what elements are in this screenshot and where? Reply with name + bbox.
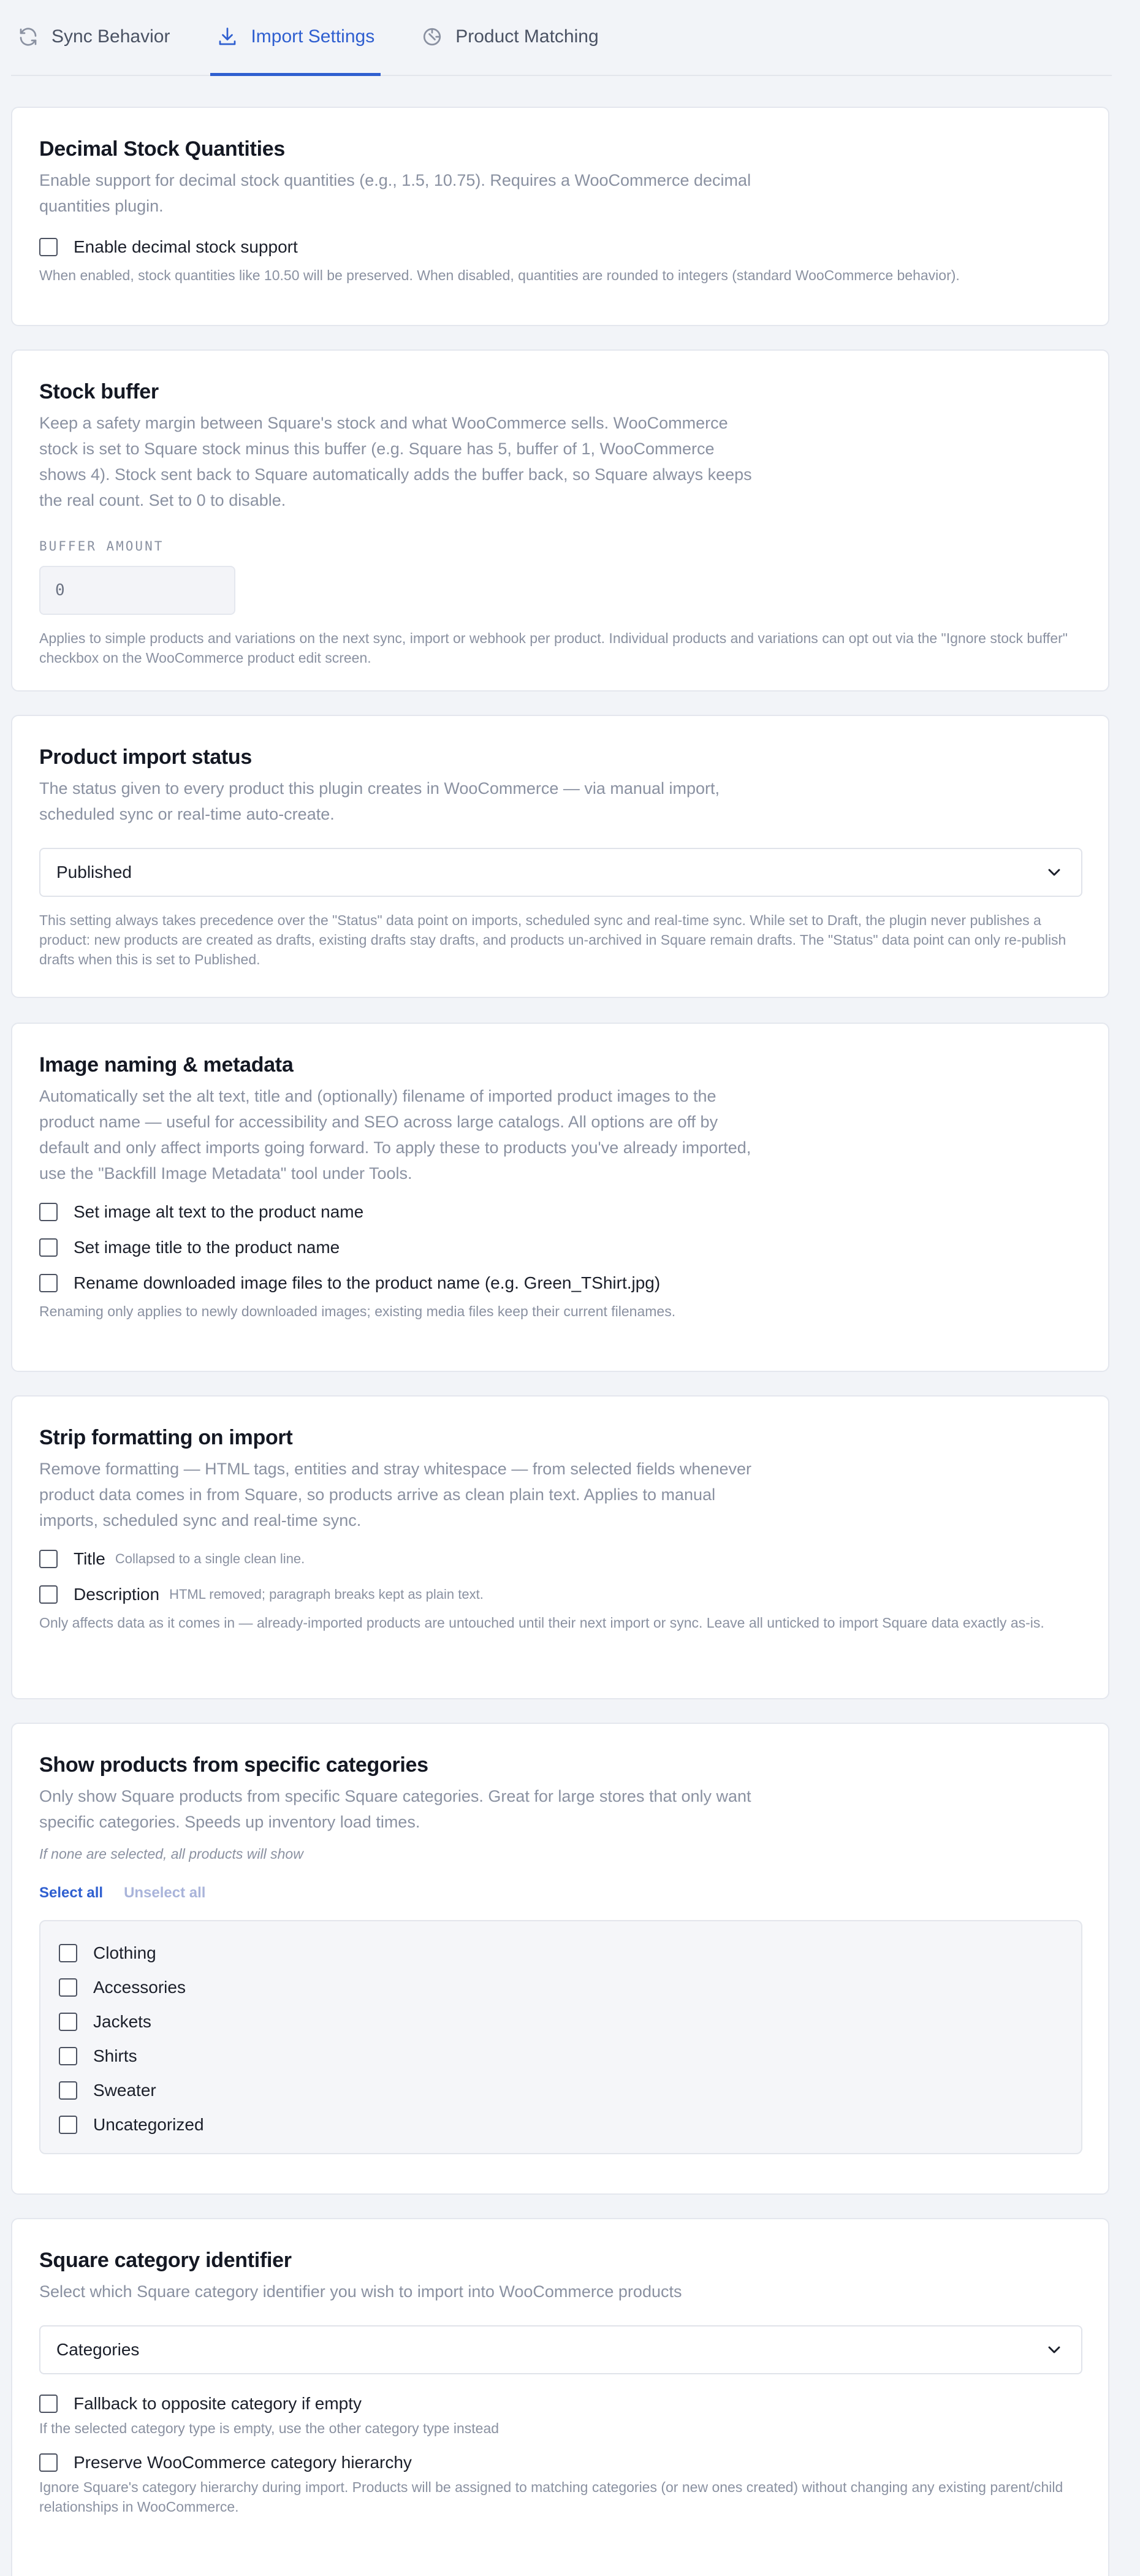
- category-item-clothing[interactable]: [59, 1943, 1063, 1963]
- tab-product-matching[interactable]: [415, 0, 604, 76]
- selection-links: [39, 1884, 1081, 1902]
- fallback-option[interactable]: [39, 2394, 1081, 2414]
- image-title-option[interactable]: [39, 1238, 1081, 1257]
- card-description: Remove formatting — HTML tags, entities and stray whitespace — from selected fields whenever product data comes in from Square, so products arrive as clean plain text. Applies to manual imports, scheduled sync and real-time sync.: [39, 1460, 751, 1530]
- option-note: Collapsed to a single clean line.: [115, 1551, 305, 1566]
- tab-label: Sync Behavior: [51, 26, 170, 47]
- card-title: Decimal Stock Quantities: [39, 137, 285, 161]
- help-text: Renaming only applies to newly downloaded images; existing media files keep their current filenames.: [39, 1303, 676, 1319]
- card-description: Select which Square category identifier you wish to import into WooCommerce products: [39, 2282, 682, 2301]
- category-checkbox[interactable]: [59, 2081, 77, 2100]
- category-item-sweater[interactable]: [59, 2081, 1063, 2100]
- strip-description-checkbox[interactable]: [39, 1585, 58, 1604]
- checkbox-label: Preserve WooCommerce category hierarchy: [74, 2453, 412, 2472]
- checkbox-label: Description: [74, 1585, 160, 1604]
- checkbox-label: Title: [74, 1549, 105, 1568]
- card-title: Strip formatting on import: [39, 1426, 293, 1449]
- category-item-uncategorized[interactable]: [59, 2115, 1063, 2135]
- stock-buffer-card: [11, 349, 1109, 692]
- card-description: Enable support for decimal stock quantities (e.g., 1.5, 10.75). Requires a WooCommerce decimal quantities plugin.: [39, 171, 751, 215]
- settings-tabs: [11, 0, 1112, 76]
- category-checkbox[interactable]: [59, 1944, 77, 1962]
- product-import-status-card: [11, 715, 1109, 998]
- image-metadata-card: [11, 1023, 1109, 1372]
- chevron-down-icon: [1044, 863, 1064, 882]
- help-text: This setting always takes precedence over the "Status" data point on imports, scheduled sync and real-time sync. While set to Draft, the plugin never publishes a product: new products are created as drafts, existing drafts stay drafts, and products un-archived in Square remain drafts. The "Status" data point can only re-publish drafts when this is set to Published.: [39, 912, 1066, 967]
- tab-label: Import Settings: [251, 26, 375, 47]
- category-label: Sweater: [93, 2081, 156, 2100]
- buffer-amount-label: BUFFER AMOUNT: [39, 539, 164, 554]
- image-alt-option[interactable]: [39, 1202, 1081, 1222]
- category-label: Clothing: [93, 1943, 156, 1962]
- chevron-down-icon: [1044, 2340, 1064, 2360]
- category-label: Shirts: [93, 2046, 137, 2065]
- decimal-stock-option[interactable]: [39, 237, 1081, 257]
- strip-title-option[interactable]: [39, 1549, 1081, 1569]
- card-title: Stock buffer: [39, 380, 159, 403]
- select-all-link[interactable]: Select all: [39, 1884, 104, 1901]
- preserve-hierarchy-checkbox[interactable]: [39, 2453, 58, 2472]
- strip-formatting-card: [11, 1395, 1109, 1699]
- tab-sync-behavior[interactable]: [11, 0, 176, 76]
- category-checkbox[interactable]: [59, 2047, 77, 2065]
- option-note: HTML removed; paragraph breaks kept as plain text.: [169, 1587, 484, 1602]
- select-value: Published: [56, 863, 132, 882]
- card-title: Image naming & metadata: [39, 1053, 294, 1077]
- card-description: The status given to every product this plugin creates in WooCommerce — via manual import, scheduled sync or real-time auto-create.: [39, 779, 720, 823]
- category-identifier-card: [11, 2218, 1109, 2576]
- fallback-checkbox[interactable]: [39, 2395, 58, 2413]
- category-item-accessories[interactable]: [59, 1978, 1063, 1997]
- category-identifier-select[interactable]: [39, 2325, 1082, 2374]
- checkbox-label: Set image alt text to the product name: [74, 1202, 364, 1221]
- category-checkbox[interactable]: [59, 1978, 77, 1997]
- image-title-checkbox[interactable]: [39, 1238, 58, 1257]
- help-text: When enabled, stock quantities like 10.50 will be preserved. When disabled, quantities are rounded to integers (standard WooCommerce behavior).: [39, 267, 960, 283]
- category-item-shirts[interactable]: [59, 2046, 1063, 2066]
- decimal-stock-checkbox[interactable]: [39, 238, 58, 256]
- card-title: Product import status: [39, 745, 252, 769]
- image-rename-option[interactable]: [39, 1273, 1081, 1293]
- card-title: Square category identifier: [39, 2249, 292, 2272]
- category-label: Jackets: [93, 2012, 151, 2031]
- download-icon: [216, 26, 238, 48]
- help-text: Ignore Square's category hierarchy during import. Products will be assigned to matching categories (or new ones created) without changing any existing parent/child relationships in WooCommerce.: [39, 2479, 1063, 2515]
- card-description: Automatically set the alt text, title and (optionally) filename of imported product images to the product name — useful for accessibility and SEO across large catalogs. All options are off by default and only affect imports going forward. To apply these to products you've already imported, use the "Backfill Image Metadata" tool under Tools.: [39, 1087, 751, 1183]
- help-text: Only affects data as it comes in — already-imported products are untouched until their next import or sync. Leave all unticked to import Square data exactly as-is.: [39, 1615, 1044, 1631]
- strip-description-option[interactable]: [39, 1585, 1081, 1604]
- import-status-select[interactable]: [39, 848, 1082, 897]
- strip-title-checkbox[interactable]: [39, 1550, 58, 1568]
- category-label: Accessories: [93, 1978, 186, 1997]
- image-alt-checkbox[interactable]: [39, 1203, 58, 1221]
- help-text: If the selected category type is empty, use the other category type instead: [39, 2420, 500, 2436]
- image-rename-checkbox[interactable]: [39, 1274, 58, 1292]
- card-title: Show products from specific categories: [39, 1753, 428, 1777]
- tab-import-settings[interactable]: [210, 0, 381, 76]
- card-description: Only show Square products from specific Square categories. Great for large stores that only want specific categories. Speeds up inventory load times.: [39, 1787, 751, 1831]
- checkbox-label: Fallback to opposite category if empty: [74, 2394, 362, 2413]
- category-list: [39, 1920, 1082, 2154]
- category-note: If none are selected, all products will show: [39, 1846, 303, 1862]
- preserve-hierarchy-option[interactable]: [39, 2453, 1081, 2472]
- card-description: Keep a safety margin between Square's stock and what WooCommerce sells. WooCommerce stock is set to Square stock minus this buffer (e.g. Square has 5, buffer of 1, WooCommerce shows 4). Stock sent back to Square automatically adds the buffer back, so Square always keeps the real count. Set to 0 to disable.: [39, 414, 752, 509]
- help-text: Applies to simple products and variations on the next sync, import or webhook per product. Individual products and variations can opt out via the "Ignore stock buffer" checkbox on the WooCommerce product edit screen.: [39, 630, 1068, 666]
- checkbox-label: Enable decimal stock support: [74, 237, 298, 256]
- checkbox-label: Rename downloaded image files to the product name (e.g. Green_TShirt.jpg): [74, 1273, 661, 1292]
- select-value: Categories: [56, 2340, 140, 2359]
- checkbox-label: Set image title to the product name: [74, 1238, 340, 1257]
- category-label: Uncategorized: [93, 2115, 204, 2134]
- match-icon: [421, 26, 443, 48]
- category-item-jackets[interactable]: [59, 2012, 1063, 2032]
- buffer-amount-input[interactable]: 0: [39, 566, 235, 615]
- category-filter-card: [11, 1723, 1109, 2195]
- category-checkbox[interactable]: [59, 2013, 77, 2031]
- tab-label: Product Matching: [455, 26, 599, 47]
- decimal-stock-card: [11, 107, 1109, 326]
- sync-icon: [17, 26, 39, 48]
- unselect-all-link[interactable]: Unselect all: [124, 1884, 206, 1901]
- category-checkbox[interactable]: [59, 2116, 77, 2134]
